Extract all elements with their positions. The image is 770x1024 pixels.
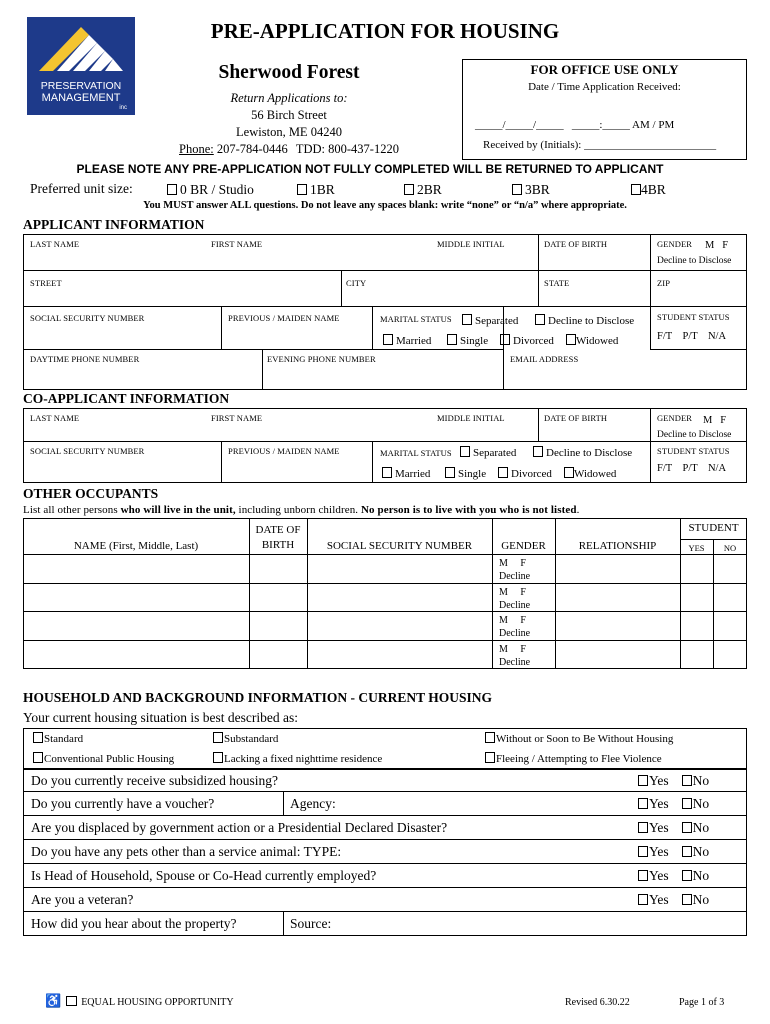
- app-prev-name-label: PREVIOUS / MAIDEN NAME: [228, 313, 340, 323]
- co-marital-label: MARITAL STATUS: [380, 448, 452, 458]
- option-label: Separated: [475, 315, 519, 327]
- occupants-intro: [23, 504, 579, 516]
- checkbox-icon: [682, 894, 692, 905]
- checkbox-icon: [33, 732, 43, 743]
- yes-no-options[interactable]: [638, 820, 709, 836]
- phone-label: Phone:: [179, 142, 214, 156]
- property-street: 56 Birch Street: [251, 108, 327, 122]
- checkbox-icon: [564, 467, 574, 478]
- incomplete-notice: PLEASE NOTE ANY PRE-APPLICATION NOT FULLY COMPLETED WILL BE RETURNED TO APPLICANT: [76, 162, 664, 176]
- no-label: No: [692, 773, 710, 788]
- col-student-yes: YES: [688, 543, 705, 553]
- situation-fleeing[interactable]: [485, 752, 662, 765]
- co-marital-decline[interactable]: [533, 446, 632, 459]
- co-student-options[interactable]: F/T P/T N/A: [657, 463, 727, 474]
- app-street-label: STREET: [30, 278, 62, 288]
- co-marital-single[interactable]: [445, 467, 486, 480]
- app-ssn-label: SOCIAL SECURITY NUMBER: [30, 313, 145, 323]
- co-first-name-label: FIRST NAME: [211, 413, 263, 423]
- coapplicant-heading: CO-APPLICANT INFORMATION: [23, 391, 230, 406]
- yes-label: Yes: [649, 892, 669, 907]
- checkbox-icon: [638, 798, 648, 809]
- checkbox-icon: [404, 184, 414, 195]
- option-label: Without or Soon to Be Without Housing: [496, 733, 674, 745]
- footer-revised: Revised 6.30.22: [565, 997, 630, 1008]
- occupant-row-4-gender[interactable]: [499, 643, 530, 669]
- checkbox-icon: [535, 314, 545, 325]
- checkbox-icon: [682, 870, 692, 881]
- phone-number: 207-784-0446: [216, 142, 288, 156]
- option-label: Decline to Disclose: [548, 315, 635, 327]
- checkbox-icon: [638, 846, 648, 857]
- checkbox-icon: [383, 334, 393, 345]
- option-label: Married: [395, 468, 431, 480]
- no-label: No: [692, 844, 710, 859]
- situation-conventional[interactable]: [33, 752, 174, 765]
- co-prev-name-label: PREVIOUS / MAIDEN NAME: [228, 446, 340, 456]
- situation-lacking[interactable]: [213, 752, 382, 765]
- return-label: Return Applications to:: [230, 91, 348, 105]
- housing-situation-label: Your current housing situation is best described as:: [23, 710, 298, 725]
- page-title: PRE-APPLICATION FOR HOUSING: [210, 19, 560, 43]
- app-state-label: STATE: [544, 278, 570, 288]
- gender-mf: M F: [499, 615, 526, 626]
- yes-label: Yes: [649, 773, 669, 788]
- co-marital-divorced[interactable]: [498, 467, 552, 480]
- checkbox-icon: [382, 467, 392, 478]
- col-relationship-header: RELATIONSHIP: [578, 540, 657, 552]
- app-first-name-label: FIRST NAME: [211, 239, 263, 249]
- logo-text-line1: PRESERVATION: [40, 80, 122, 92]
- gender-mf: M F: [499, 644, 526, 655]
- question-text: Is Head of Household, Spouse or Co-Head currently employed?: [31, 868, 377, 883]
- app-email-label: EMAIL ADDRESS: [510, 354, 579, 364]
- question-subsidized: [23, 768, 747, 792]
- intro-part-bold: No person is to live with you who is not listed: [361, 504, 577, 516]
- app-last-name-label: LAST NAME: [30, 239, 80, 249]
- checkbox-icon: [33, 752, 43, 763]
- question-veteran: [23, 888, 747, 912]
- app-marital-decline[interactable]: [535, 314, 634, 327]
- co-gender-decline[interactable]: Decline to Disclose: [657, 430, 732, 440]
- gender-mf: M F: [499, 558, 526, 569]
- agency-label[interactable]: Agency:: [290, 796, 336, 811]
- checkbox-icon: [500, 334, 510, 345]
- occupant-row-1-gender[interactable]: [499, 557, 530, 583]
- unit-option-4br[interactable]: [631, 182, 666, 198]
- gender-decline: Decline: [499, 657, 531, 668]
- checkbox-icon: [462, 314, 472, 325]
- footer-eho: [45, 993, 234, 1009]
- question-employed: [23, 864, 747, 888]
- unit-size-label: Preferred unit size:: [30, 181, 133, 196]
- logo-mountain-icon: [27, 17, 135, 77]
- no-label: No: [692, 892, 710, 907]
- checkbox-icon: [167, 184, 177, 195]
- co-ssn-label: SOCIAL SECURITY NUMBER: [30, 446, 145, 456]
- unit-option-label: 1BR: [310, 182, 335, 197]
- co-last-name-label: LAST NAME: [30, 413, 80, 423]
- question-text: Do you currently have a voucher?: [31, 796, 215, 811]
- checkbox-icon: [512, 184, 522, 195]
- col-gender-header: GENDER: [501, 540, 546, 552]
- col-student-no: NO: [723, 543, 737, 553]
- checkbox-icon: [447, 334, 457, 345]
- occupant-row-3-gender[interactable]: [499, 614, 530, 640]
- co-marital-married[interactable]: [382, 467, 430, 480]
- checkbox-icon: [485, 752, 495, 763]
- option-label: Divorced: [511, 468, 552, 480]
- checkbox-icon: [485, 732, 495, 743]
- yes-label: Yes: [649, 820, 669, 835]
- no-label: No: [692, 868, 710, 883]
- option-label: Married: [396, 335, 432, 347]
- checkbox-icon: [213, 752, 223, 763]
- unit-option-label: 0 BR / Studio: [180, 182, 254, 197]
- situation-standard[interactable]: [33, 732, 83, 745]
- occupant-row-2-gender[interactable]: [499, 586, 530, 612]
- app-gender-label: GENDER: [657, 239, 693, 249]
- option-label: Lacking a fixed nighttime residence: [224, 753, 383, 765]
- intro-part-bold: who will live in the unit,: [120, 504, 236, 516]
- checkbox-icon: [445, 467, 455, 478]
- co-gender-label: GENDER: [657, 413, 693, 423]
- equal-housing-icon: [66, 996, 77, 1006]
- co-dob-label: DATE OF BIRTH: [544, 413, 608, 423]
- gender-decline: Decline: [499, 600, 531, 611]
- col-name-header: NAME (First, Middle, Last): [73, 540, 199, 552]
- app-city-label: CITY: [346, 278, 367, 288]
- eho-label: EQUAL HOUSING OPPORTUNITY: [81, 997, 234, 1008]
- checkbox-icon: [533, 446, 543, 457]
- checkbox-icon: [213, 732, 223, 743]
- question-referral: [23, 912, 747, 936]
- app-marital-separated[interactable]: [462, 314, 518, 327]
- office-received-label: Date / Time Application Received:: [528, 81, 681, 93]
- question-voucher: [23, 792, 747, 816]
- checkbox-icon: [682, 846, 692, 857]
- checkbox-icon: [460, 446, 470, 457]
- situation-without[interactable]: [485, 732, 673, 745]
- option-label: Single: [460, 335, 489, 347]
- unit-option-2br[interactable]: [404, 182, 442, 198]
- app-student-options[interactable]: F/T P/T N/A: [657, 331, 727, 342]
- yes-label: Yes: [649, 796, 669, 811]
- app-zip-label: ZIP: [657, 278, 671, 288]
- question-text: Are you displaced by government action or a Presidential Declared Disaster?: [31, 820, 448, 835]
- no-label: No: [692, 820, 710, 835]
- property-city: Lewiston, ME 04240: [236, 125, 342, 139]
- app-marital-label: MARITAL STATUS: [380, 314, 452, 324]
- checkbox-icon: [682, 775, 692, 786]
- app-gender-decline[interactable]: Decline to Disclose: [657, 256, 732, 266]
- applicant-table: [23, 234, 747, 390]
- app-student-status-label: STUDENT STATUS: [657, 312, 730, 322]
- situation-substandard[interactable]: [213, 732, 278, 745]
- yes-no-options[interactable]: [638, 773, 709, 789]
- app-marital-single[interactable]: [447, 334, 488, 347]
- intro-part: .: [576, 504, 580, 516]
- option-label: Widowed: [576, 335, 619, 347]
- checkbox-icon: [498, 467, 508, 478]
- app-middle-initial-label: MIDDLE INITIAL: [437, 239, 505, 249]
- co-marital-widowed[interactable]: [564, 467, 616, 480]
- question-text: Are you a veteran?: [31, 892, 134, 907]
- question-text: Do you currently receive subsidized housing?: [31, 773, 279, 788]
- yes-no-options[interactable]: [638, 868, 709, 884]
- checkbox-icon: [638, 822, 648, 833]
- must-answer-note: You MUST answer ALL questions. Do not leave any spaces blank: write “none” or “n/a” where appropriate.: [143, 200, 627, 211]
- app-marital-divorced[interactable]: [500, 334, 554, 347]
- gender-decline: Decline: [499, 571, 531, 582]
- intro-part: List all other persons: [23, 504, 121, 516]
- unit-option-label: 4BR: [641, 182, 666, 197]
- tdd-number: TDD: 800-437-1220: [295, 142, 399, 156]
- col-student-header: STUDENT: [688, 522, 739, 534]
- option-label: Divorced: [513, 335, 554, 347]
- checkbox-icon: [638, 894, 648, 905]
- unit-option-3br[interactable]: [512, 182, 550, 198]
- question-displaced: [23, 816, 747, 840]
- question-text: How did you hear about the property?: [31, 916, 237, 931]
- option-label: Conventional Public Housing: [44, 753, 175, 765]
- office-initials-field[interactable]: Received by (Initials): ________________________: [483, 139, 717, 151]
- option-label: Fleeing / Attempting to Flee Violence: [496, 753, 662, 765]
- question-text: Do you have any pets other than a service animal: TYPE:: [31, 844, 342, 859]
- checkbox-icon: [638, 870, 648, 881]
- col-dob-header: DATE OF BIRTH: [255, 524, 301, 551]
- office-use-title: FOR OFFICE USE ONLY: [530, 62, 679, 77]
- company-logo: [27, 17, 135, 115]
- yes-no-options[interactable]: [638, 892, 709, 908]
- checkbox-icon: [566, 334, 576, 345]
- gender-mf: M F: [499, 587, 526, 598]
- unit-option-label: 3BR: [525, 182, 550, 197]
- yes-no-options[interactable]: [638, 844, 709, 860]
- question-pets: [23, 840, 747, 864]
- gender-decline: Decline: [499, 628, 531, 639]
- office-date-time-field[interactable]: _____/_____/_____ _____:_____ AM / PM: [475, 119, 675, 131]
- intro-part: including unborn children.: [235, 504, 361, 516]
- app-eve-phone-label: EVENING PHONE NUMBER: [267, 354, 376, 364]
- checkbox-icon: [682, 798, 692, 809]
- no-label: No: [692, 796, 710, 811]
- app-marital-married[interactable]: [383, 334, 431, 347]
- yes-label: Yes: [649, 868, 669, 883]
- checkbox-icon: [631, 184, 641, 195]
- option-label: Standard: [44, 733, 84, 745]
- co-student-status-label: STUDENT STATUS: [657, 446, 730, 456]
- co-gender-options[interactable]: M F: [703, 415, 727, 426]
- option-label: Separated: [473, 447, 517, 459]
- app-gender-options[interactable]: M F: [705, 240, 729, 251]
- col-ssn-header: SOCIAL SECURITY NUMBER: [326, 540, 473, 552]
- property-phone-line: [150, 142, 428, 157]
- applicant-heading: APPLICANT INFORMATION: [23, 217, 205, 232]
- occupants-heading: OTHER OCCUPANTS: [23, 486, 159, 501]
- property-name: Sherwood Forest: [218, 62, 360, 83]
- unit-option-0br[interactable]: [167, 182, 254, 198]
- yes-no-options[interactable]: [638, 796, 709, 812]
- app-day-phone-label: DAYTIME PHONE NUMBER: [30, 354, 140, 364]
- checkbox-icon: [638, 775, 648, 786]
- yes-label: Yes: [649, 844, 669, 859]
- app-marital-widowed[interactable]: [566, 334, 618, 347]
- co-middle-initial-label: MIDDLE INITIAL: [437, 413, 505, 423]
- app-dob-label: DATE OF BIRTH: [544, 239, 608, 249]
- option-label: Substandard: [224, 733, 279, 745]
- option-label: Widowed: [574, 468, 617, 480]
- wheelchair-icon: ♿: [45, 993, 62, 1008]
- option-label: Decline to Disclose: [546, 447, 633, 459]
- source-label[interactable]: Source:: [290, 916, 332, 931]
- checkbox-icon: [297, 184, 307, 195]
- logo-text-line2: MANAGEMENT: [41, 92, 121, 104]
- unit-option-label: 2BR: [417, 182, 442, 197]
- co-marital-separated[interactable]: [460, 446, 516, 459]
- footer-page-number: Page 1 of 3: [679, 997, 725, 1008]
- unit-option-1br[interactable]: [297, 182, 335, 198]
- household-heading: HOUSEHOLD AND BACKGROUND INFORMATION - CURRENT HOUSING: [23, 690, 493, 705]
- checkbox-icon: [682, 822, 692, 833]
- logo-suffix: inc: [119, 105, 127, 111]
- option-label: Single: [458, 468, 487, 480]
